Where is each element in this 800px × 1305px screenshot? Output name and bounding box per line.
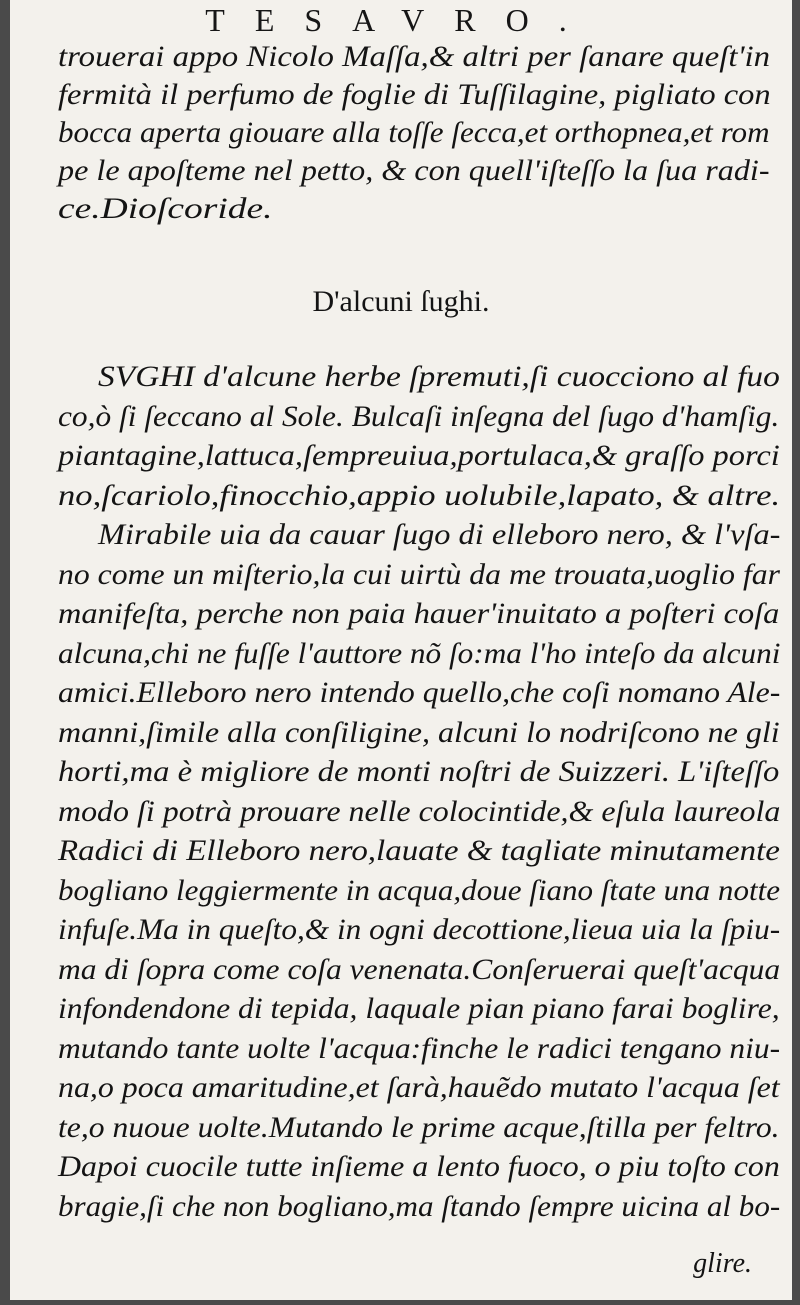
- book-page: [10, 0, 792, 1300]
- catchword: glire.: [693, 1248, 752, 1279]
- text-line: trouerai appo Nicolo Maſſa,& altri per ſanare queſt'in: [58, 40, 771, 73]
- text-line: modo ſi potrà prouare nelle colocintide,& eſula laureola: [58, 794, 781, 828]
- text-line: manni,ſimile alla conſiligine, alcuni lo nodriſcono ne gli: [58, 715, 780, 749]
- text-line: no come un miſterio,la cui uirtù da me trouata,uoglio far: [58, 557, 780, 591]
- text-line: amici.Elleboro nero intendo quello,che coſi nomano Ale-: [58, 676, 781, 709]
- text-line: manifeſta, perche non paia hauer'inuitato a poſteri coſa: [58, 597, 780, 630]
- text-line: Dapoi cuocile tutte inſieme a lento fuoco, o piu toſto con: [58, 1150, 780, 1183]
- text-line: piantagine,lattuca,ſempreuiua,portulaca,& graſſo porci: [58, 439, 780, 472]
- section-heading: D'alcuni ſughi.: [312, 285, 490, 318]
- text-line: Mirabile uia da cauar ſugo di elleboro nero, & l'vſa-: [98, 518, 781, 551]
- text-line: pe le apoſteme nel petto, & con quell'iſteſſo la ſua radi-: [58, 154, 770, 187]
- text-line: bocca aperta giouare alla toſſe ſecca,et orthopnea,et rom: [58, 116, 770, 149]
- text-line: alcuna,chi ne fuſſe l'auttore nõ ſo:ma l'ho inteſo da alcuni: [58, 636, 781, 670]
- text-line: Radici di Elleboro nero,lauate & tagliate minutamente: [58, 834, 780, 867]
- text-line: co,ò ſi ſeccano al Sole. Bulcaſi inſegna del ſugo d'hamſig.: [58, 399, 780, 433]
- text-line: SVGHI d'alcune herbe ſpremuti,ſi cuocciono al fuo: [98, 360, 780, 393]
- show-through-text: [480, 235, 486, 261]
- text-line: ce.Dioſcoride.: [58, 192, 273, 225]
- text-line: na,o poca amaritudine,et ſarà,hauẽdo mutato l'acqua ſet: [58, 1071, 780, 1104]
- text-line: ma di ſopra come coſa venenata.Conſeruerai queſt'acqua: [58, 952, 781, 986]
- text-line: horti,ma è migliore de monti noſtri de Suizzeri. L'iſteſſo: [58, 755, 780, 788]
- text-line: bogliano leggiermente in acqua,doue ſiano ſtate una notte: [58, 873, 780, 907]
- text-line: no,ſcariolo,finocchio,appio uolubile,lapato, & altre.: [58, 478, 781, 512]
- text-line: bragie,ſi che non bogliano,ma ſtando ſempre uicina al bo-: [58, 1189, 781, 1223]
- text-line: mutando tante uolte l'acqua:finche le radici tengano niu-: [58, 1031, 781, 1065]
- running-head: TESAVRO.: [205, 2, 597, 38]
- text-line: infondendone di tepida, laquale pian piano farai boglire,: [58, 992, 780, 1025]
- text-line: infuſe.Ma in queſto,& in ogni decottione,lieua uia la ſpiu-: [58, 913, 781, 946]
- text-line: te,o nuoue uolte.Mutando le prime acque,ſtilla per feltro.: [58, 1110, 780, 1144]
- text-line: fermità il perfumo de foglie di Tuſſilagine, pigliato con: [58, 78, 771, 111]
